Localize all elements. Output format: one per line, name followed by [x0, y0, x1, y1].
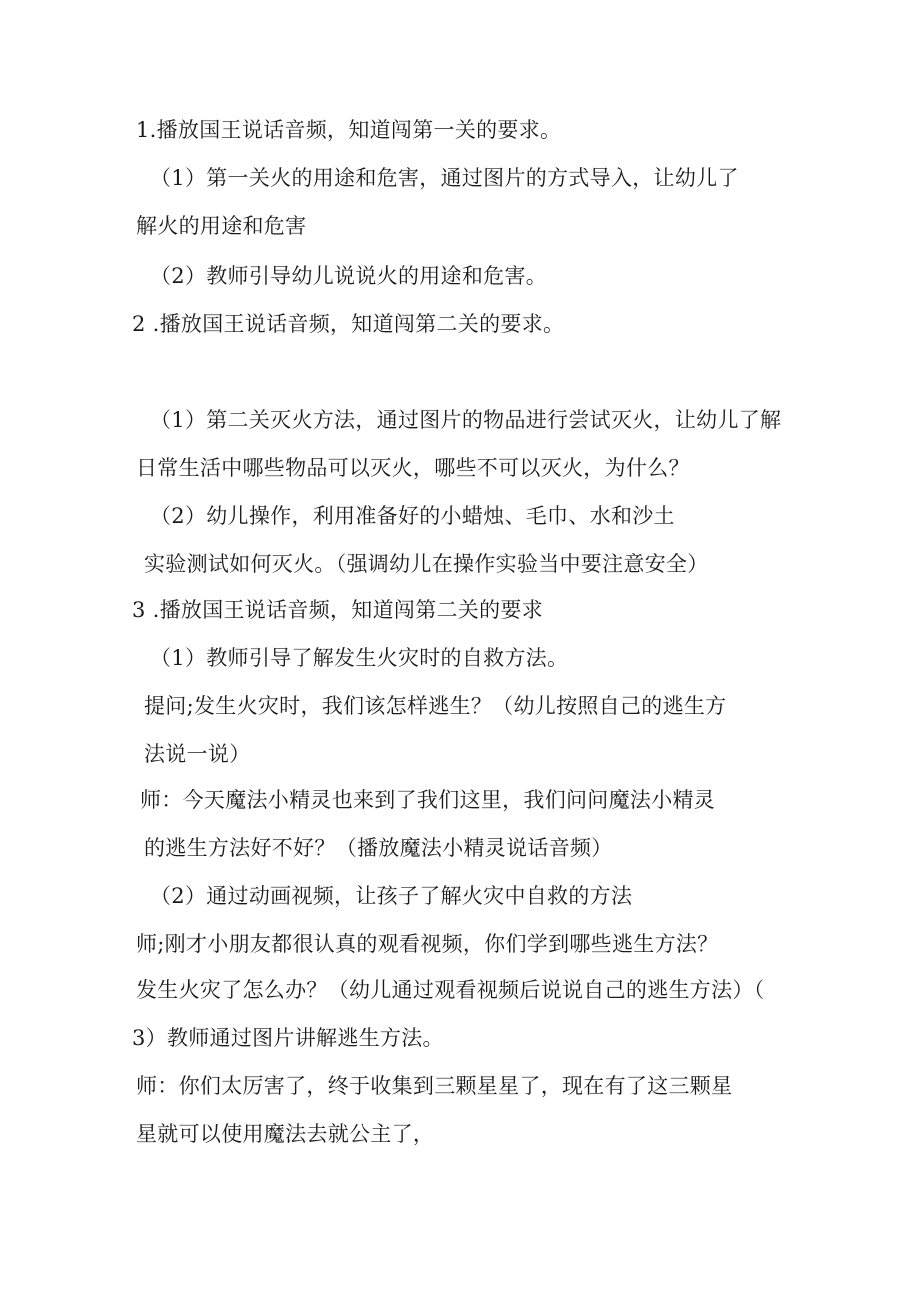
text-line-17: 师;刚才小朋友都很认真的观看视频，你们学到哪些逃生方法？: [136, 932, 719, 956]
text-line-11: （1）教师引导了解发生火灾时的自救方法。: [150, 646, 569, 670]
text-line-15: 的逃生方法好不好？（播放魔法小精灵说话音频）: [144, 836, 613, 860]
text-line-14: 师：今天魔法小精灵也来到了我们这里，我们问问魔法小精灵: [140, 788, 716, 812]
text-line-21: 星就可以使用魔法去就公主了，: [136, 1122, 435, 1146]
text-line-16: （2）通过动画视频，让孩子了解火灾中自救的方法: [150, 884, 633, 908]
text-line-12: 提问;发生火灾时，我们该怎样逃生？（幼儿按照自己的逃生方: [144, 694, 727, 718]
text-line-4: （2）教师引导幼儿说说火的用途和危害。: [150, 264, 548, 288]
text-line-10: 3 .播放国王说话音频，知道闯第二关的要求: [132, 598, 544, 622]
text-line-5: 2 .播放国王说话音频，知道闯第二关的要求。: [132, 312, 565, 336]
text-line-19: 3）教师通过图片讲解逃生方法。: [132, 1026, 444, 1050]
text-line-20: 师：你们太厉害了，终于收集到三颗星星了，现在有了这三颗星: [136, 1074, 733, 1098]
text-line-3: 解火的用途和危害: [136, 214, 307, 238]
text-line-18: 发生火灾了怎么办？（幼儿通过观看视频后说说自己的逃生方法）（: [136, 978, 765, 1002]
text-line-2: （1）第一关火的用途和危害，通过图片的方式导入，让幼儿了: [150, 166, 739, 190]
text-line-8: （2）幼儿操作，利用准备好的小蜡烛、毛巾、水和沙土: [150, 504, 675, 528]
text-line-6: （1）第二关灭火方法，通过图片的物品进行尝试灭火，让幼儿了解: [150, 408, 782, 432]
text-line-1: 1.播放国王说话音频，知道闯第一关的要求。: [136, 118, 562, 142]
text-line-9: 实验测试如何灭火。（强调幼儿在操作实验当中要注意安全）: [144, 552, 709, 576]
text-line-7: 日常生活中哪些物品可以灭火，哪些不可以灭火，为什么？: [136, 456, 690, 480]
text-line-13: 法说一说）: [144, 742, 251, 766]
